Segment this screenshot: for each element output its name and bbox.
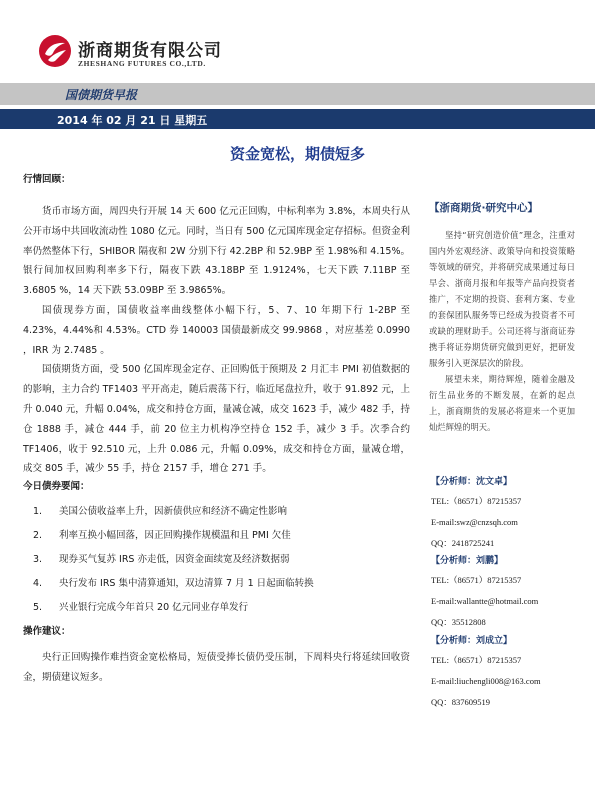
sidebar-paragraph: 坚持“研究创造价值”理念，注重对国内外宏观经济、政策导向和投资策略等领域的研究，并将研究成果通过每日早会、浙商月报和年报等产品向投资者推广，不定期的投资、套利方案、专业的套保团队服务等已经成为投资者不可或缺的理财助手。公司还将与浙商证券携手将证券期货研究做到更好，把研发服务引入更深层次的阶段。 <box>429 230 575 368</box>
analyst-email: E-mail:swz@cnzsqh.com <box>431 517 518 527</box>
review-paragraph-money-market: 货币市场方面，周四央行开展 14 天 600 亿元正回购，中标利率为 3.8%，本周央行从公开市场中共回收流动性 1080 亿元。同时，当日有 500 亿元国库现金定存招标。但资金利率仍然整体下行，SHIBOR 隔夜和 2W 分别下行 42.2BP 和 52.9BP 至 1.98%和 4.15%。银行间加权回购利率多下行，隔夜下跌 43.18BP 至 1.9124%，七天下跌 7.11BP 至 3.6805 %，14 天下跌 53.09BP 至 3.9865%。 <box>23 206 410 297</box>
analyst-card <box>431 554 591 636</box>
sidebar-paragraph: 展望未来，期待辉煌，随着金融及衍生品业务的不断发展，在新的起点上，浙商期货的发展必将迎来一个更加灿烂辉煌的明天。 <box>429 374 575 432</box>
advice-paragraph: 央行正回购操作难挡资金宽松格局，短债受捧长债仍受压制，下周料央行将延续回收资金，期债建议短多。 <box>23 652 410 683</box>
analyst-qq: QQ：2418725241 <box>431 538 495 548</box>
analyst-email: E-mail:liuchengli008@163.com <box>431 676 541 686</box>
news-list <box>23 500 410 620</box>
analyst-tel: TEL:（86571）87215357 <box>431 575 522 585</box>
report-date: 2014 年 02 月 21 日 星期五 <box>57 114 208 127</box>
company-logo <box>38 32 338 76</box>
sidebar-title: 【浙商期货·研究中心】 <box>429 202 538 214</box>
page-title: 资金宽松，期债短多 <box>229 145 365 163</box>
analyst-qq: QQ：35512808 <box>431 617 486 627</box>
advice-heading: 操作建议： <box>23 626 71 638</box>
analyst-name: 【分析师：刘鹏】 <box>431 556 504 566</box>
list-item: 4. 央行发布 IRS 集中清算通知，双边清算 7 月 1 日起面临转换 <box>33 578 314 590</box>
analyst-tel: TEL:（86571）87215357 <box>431 496 522 506</box>
analyst-name: 【分析师：沈文卓】 <box>431 477 513 487</box>
list-item: 5. 兴业银行完成今年首只 20 亿元同业存单发行 <box>33 602 249 614</box>
analyst-email: E-mail:wallantte@hotmail.com <box>431 596 539 606</box>
news-heading: 今日债券要闻： <box>23 481 90 493</box>
list-item: 1. 美国公债收益率上升，因新债供应和经济不确定性影响 <box>33 506 288 518</box>
main-content <box>23 172 410 688</box>
review-paragraph-bonds: 国债现券方面，国债收益率曲线整体小幅下行，5、7、10 年期下行 1-2BP 至 4.23%，4.44%和 4.53%。CTD 券 140003 国债最新成交 99.9868 ，对应基差 0.0990 ，IRR 为 2.7485 。 <box>23 304 410 356</box>
analyst-card <box>431 634 591 716</box>
list-item: 2. 利率互换小幅回落，因正回购操作规模温和且 PMI 欠佳 <box>33 530 291 542</box>
research-center-sidebar <box>429 200 575 435</box>
company-name-cn: 浙商期货有限公司 <box>78 41 222 61</box>
analyst-qq: QQ：837609519 <box>431 697 491 707</box>
zheshang-logo-icon <box>38 34 72 68</box>
analyst-name: 【分析师：刘成立】 <box>431 636 513 646</box>
review-heading: 行情回顾： <box>23 174 71 185</box>
company-name-en: ZHESHANG FUTURES CO.,LTD. <box>78 59 206 68</box>
list-item: 3. 现券买气复苏 IRS 亦走低，因资金面续宽及经济数据弱 <box>33 554 290 566</box>
review-paragraph-futures: 国债期货方面，受 500 亿国库现金定存、正回购低于预期及 2 月汇丰 PMI 初值数据的的影响，主力合约 TF1403 平开高走，随后震荡下行，临近尾盘拉升，收于 91.892 元，上升 0.040 元，升幅 0.04%，成交和持仓方面，量减仓减，成交 1623 手，减少 482 手，持仓 1888 手，减仓 444 手，前 20 位主力机构净空持仓 152 手，减少 3 手。次季合约 TF1406，收于 92.510 元，上升 0.086 元，升幅 0.09%，成交和持仓方面，量减仓增，成交 805 手，减少 55 手，持仓 2157 手，增仓 271 手。 <box>23 364 410 475</box>
report-type: 国债期货早报 <box>65 88 138 102</box>
analyst-tel: TEL:（86571）87215357 <box>431 655 522 665</box>
analyst-card <box>431 475 591 557</box>
